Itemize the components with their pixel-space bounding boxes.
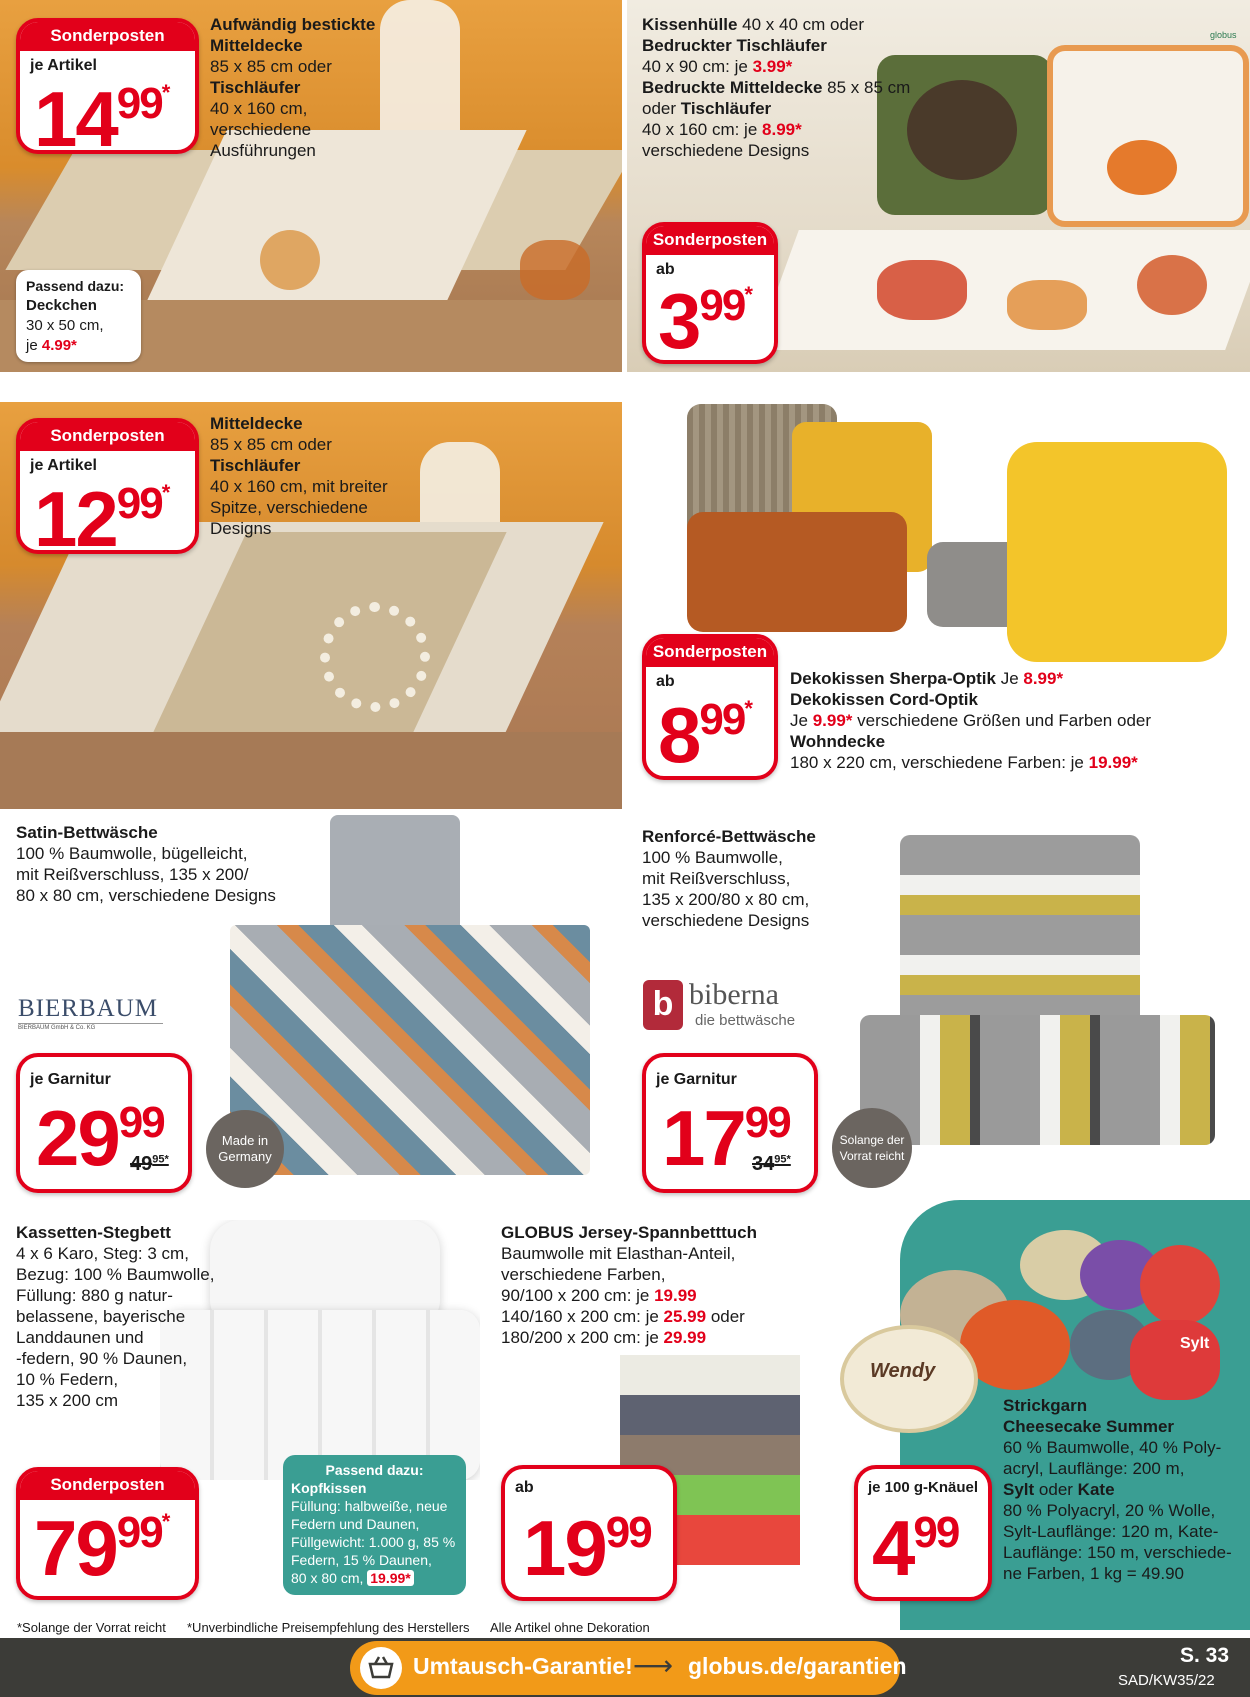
badge-unit: ab	[656, 261, 675, 278]
price: 7999*	[34, 1504, 169, 1592]
arrow-icon: ⟶	[633, 1650, 674, 1681]
footnote-dekoration: Alle Artikel ohne Dekoration	[490, 1620, 650, 1635]
price-badge-dekokissen	[642, 634, 778, 780]
badge-head: Sonderposten	[20, 1471, 195, 1500]
brand-mark: globus	[1210, 30, 1237, 40]
badge-unit: je 100 g-Knäuel	[868, 1479, 979, 1496]
info-deckchen: Passend dazu: Deckchen 30 x 50 cm, je 4.99*	[16, 270, 141, 362]
badge-unit: ab	[515, 1479, 534, 1496]
badge-head: Sonderposten	[646, 226, 774, 255]
badge-unit: je Garnitur	[30, 1071, 111, 1088]
basket-icon	[360, 1647, 402, 1689]
footnote-uvp: *Unverbindliche Preisempfehlung des Herstellers	[187, 1620, 470, 1635]
guarantee-link[interactable]: globus.de/garantien	[688, 1653, 907, 1679]
price: 1299*	[34, 475, 169, 554]
price: 899*	[658, 691, 751, 779]
logo-bierbaum: BIERBAUM BIERBAUM GmbH & Co. KG	[18, 995, 163, 1031]
guarantee-banner[interactable]	[350, 1641, 907, 1695]
page-number: S. 33	[1180, 1644, 1230, 1667]
old-price: $49^{95*}$	[130, 1153, 169, 1175]
price-badge-mitteldecke-embroidered	[16, 18, 199, 154]
desc-kissenhuelle: Kissenhülle 40 x 40 cm oder Bedruckter Tischläufer 40 x 90 cm: je 3.99* Bedruckte Mitteldecke 85 x 85 cm oder Tischläufer 40 x 160 cm: je 8.99* verschiedene Designs	[642, 15, 911, 160]
desc-mitteldecke-embroidered: Aufwändig bestickte Mitteldecke 85 x 85 cm oder Tischläufer 40 x 160 cm, verschiedene Ausführungen	[210, 15, 376, 160]
badge-head: Sonderposten	[646, 638, 774, 667]
price-badge-mitteldecke-lace	[16, 418, 199, 554]
info-kopfkissen: Passend dazu: Kopfkissen Füllung: halbweiße, neue Federn und Daunen, Füllgewicht: 1.000 g, 85 % Federn, 15 % Daunen, 80 x 80 cm, 19.99*	[283, 1455, 466, 1595]
badge-solange-vorrat: Solange der Vorrat reicht	[832, 1108, 912, 1188]
desc-jersey: GLOBUS Jersey-Spannbetttuch Baumwolle mit Elasthan-Anteil, verschiedene Farben, 90/100 x 200 cm: je 19.99 140/160 x 200 cm: je 25.99 oder 180/200 x 200 cm: je 29.99	[501, 1223, 757, 1347]
desc-dekokissen: Dekokissen Sherpa-Optik Je 8.99* Dekokissen Cord-Optik Je 9.99* verschiedene Größen und Farben oder Wohndecke 180 x 220 cm, verschiedene Farben: je 19.99*	[790, 669, 1152, 772]
photo-dekokissen	[627, 392, 1250, 672]
price-badge-stegbett	[16, 1467, 199, 1600]
badge-unit: ab	[656, 673, 675, 690]
badge-unit: je Artikel	[30, 457, 97, 474]
price-badge-jersey	[501, 1465, 677, 1601]
photo-renforce-bettwaesche	[860, 835, 1220, 1145]
yarn-label-wendy: Wendy	[870, 1360, 936, 1382]
desc-renforce: Renforcé-Bettwäsche 100 % Baumwolle, mit Reißverschluss, 135 x 200/80 x 80 cm, verschiedene Designs	[642, 827, 816, 930]
badge-made-in-germany: Made in Germany	[206, 1110, 284, 1188]
badge-unit: je Garnitur	[656, 1071, 737, 1088]
price: 1499*	[34, 75, 169, 154]
badge-unit: je Artikel	[30, 57, 97, 74]
yarn-label-sylt: Sylt	[1180, 1335, 1210, 1352]
badge-head: Sonderposten	[20, 22, 195, 51]
desc-strickgarn: Strickgarn Cheesecake Summer 60 % Baumwolle, 40 % Poly- acryl, Lauflänge: 200 m, Sylt oder Kate 80 % Polyacryl, 20 % Wolle, Sylt-Lauflänge: 120 m, Kate- Lauflänge: 150 m, verschiede- ne Farben, 1 kg = 49.90	[1003, 1396, 1232, 1583]
old-price: $34^{95*}$	[752, 1153, 791, 1175]
price: 1799	[662, 1094, 790, 1182]
price: 399*	[658, 277, 751, 364]
desc-stegbett: Kassetten-Stegbett 4 x 6 Karo, Steg: 3 cm, Bezug: 100 % Baumwolle, Füllung: 880 g natur- belassene, bayerische Landdaunen und -federn, 90 % Daunen, 10 % Federn, 135 x 200 cm	[16, 1223, 215, 1410]
price-badge-kissenhuelle	[642, 222, 778, 364]
price: 2999	[36, 1094, 164, 1182]
logo-biberna: b biberna die bettwäsche	[643, 980, 803, 1032]
price: 1999	[523, 1504, 651, 1592]
price-badge-satin	[16, 1053, 192, 1193]
badge-head: Sonderposten	[20, 422, 195, 451]
desc-mitteldecke-lace: Mitteldecke 85 x 85 cm oder Tischläufer 40 x 160 cm, mit breiter Spitze, verschiedene Designs	[210, 414, 388, 538]
price: 499	[872, 1504, 959, 1592]
desc-satin: Satin-Bettwäsche 100 % Baumwolle, bügelleicht, mit Reißverschluss, 135 x 200/ 80 x 80 cm, verschiedene Designs	[16, 823, 276, 905]
edition-code: SAD/KW35/22	[1118, 1672, 1215, 1689]
footnote-vorrat: *Solange der Vorrat reicht	[17, 1620, 166, 1635]
price-badge-renforce	[642, 1053, 818, 1193]
price-badge-strickgarn	[854, 1465, 992, 1601]
guarantee-left-text: Umtausch-Garantie!	[413, 1653, 633, 1679]
